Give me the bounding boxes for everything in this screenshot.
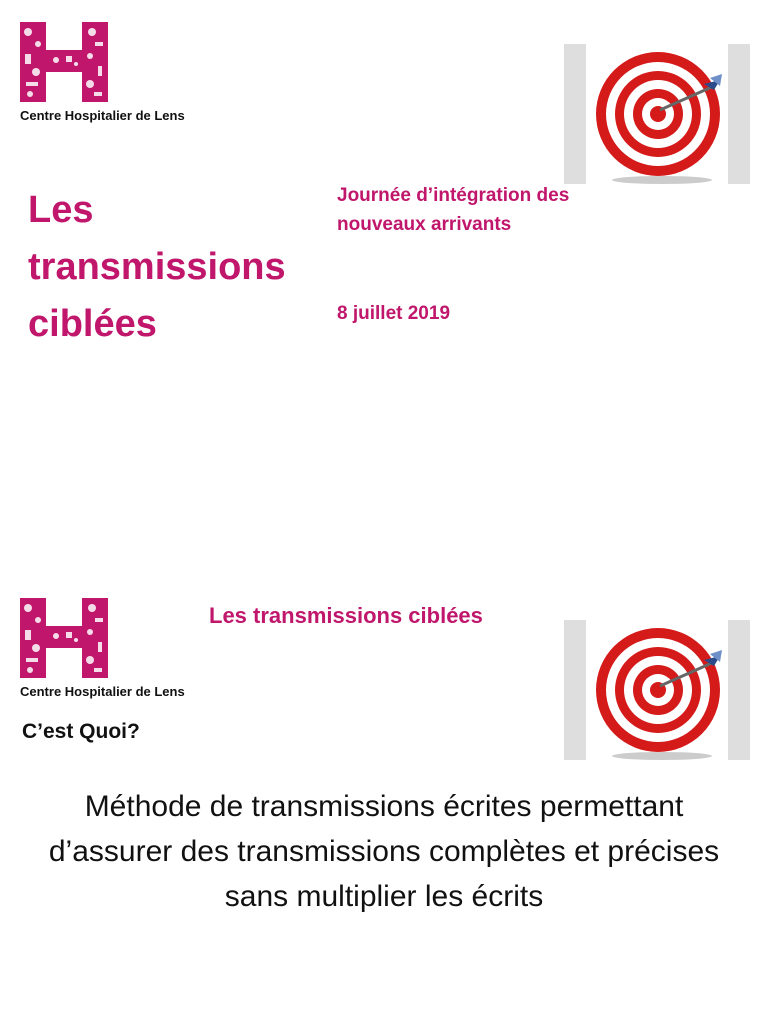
target-icon — [564, 620, 750, 760]
title-line-3: ciblées — [28, 303, 157, 345]
event-date: 8 juillet 2019 — [337, 303, 451, 324]
hospital-logo-icon — [20, 22, 108, 102]
section-question: C’est Quoi? — [22, 720, 140, 743]
title-line-2: transmissions — [28, 246, 286, 288]
org-name: Centre Hospitalier de Lens — [20, 108, 185, 123]
slide-1-title — [28, 182, 318, 353]
slide-2 — [0, 512, 768, 1024]
org-name: Centre Hospitalier de Lens — [20, 684, 185, 699]
event-subtitle: Journée d’intégration des nouveaux arrivants — [337, 185, 570, 235]
slide-2-title: Les transmissions ciblées — [209, 603, 483, 628]
target-icon — [564, 44, 750, 184]
title-line-1: Les — [28, 189, 94, 231]
definition-text: Méthode de transmissions écrites permettant d’assurer des transmissions complètes et précises sans multiplier les écrits — [48, 790, 720, 913]
hospital-logo-icon — [20, 598, 108, 678]
